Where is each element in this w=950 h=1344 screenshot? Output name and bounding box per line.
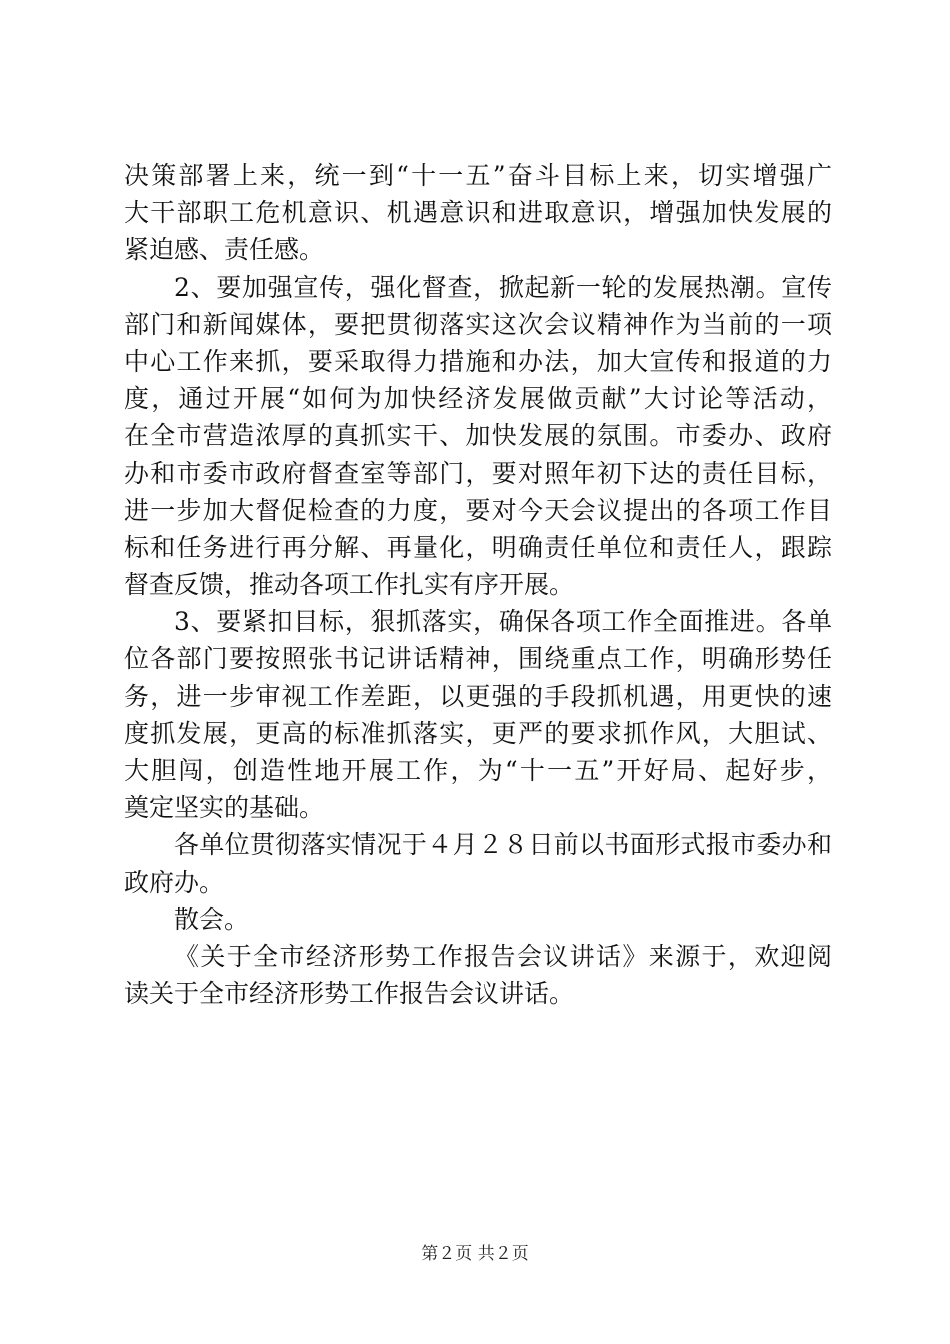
paragraph-line: 在全市营造浓厚的真抓实干、加快发展的氛围。市委办、政府 (124, 421, 832, 451)
paragraph-line: 政府办。 (124, 867, 225, 897)
paragraph-line: 各单位贯彻落实情况于４月２８日前以书面形式报市委办和 (174, 830, 832, 860)
paragraph-line: 紧迫感、责任感。 (124, 235, 325, 265)
paragraph-line: 3、要紧扣目标，狠抓落实，确保各项工作全面推进。各单 (174, 607, 832, 637)
paragraph-line: 2、要加强宣传，强化督查，掀起新一轮的发展热潮。宣传 (174, 272, 832, 302)
paragraph-line: 中心工作来抓，要采取得力措施和办法，加大宣传和报道的力 (124, 346, 832, 376)
paragraph-line: 大胆闯，创造性地开展工作，为“十一五”开好局、起好步， (124, 756, 832, 785)
document-body (124, 157, 832, 1012)
paragraph-line: 奠定坚实的基础。 (124, 793, 325, 823)
paragraph-line: 进一步加大督促检查的力度，要对今天会议提出的各项工作目 (124, 495, 832, 525)
paragraph-line: 度抓发展，更高的标准抓落实，更严的要求抓作风，大胆试、 (124, 718, 832, 748)
page-number-footer: 第２页 共２页 (421, 1244, 529, 1264)
paragraph-line: 务，进一步审视工作差距，以更强的手段抓机遇，用更快的速 (124, 681, 832, 711)
paragraph-line: 读关于全市经济形势工作报告会议讲话。 (124, 979, 575, 1009)
paragraph-line: 大干部职工危机意识、机遇意识和进取意识，增强加快发展的 (124, 198, 832, 228)
paragraph-line: 度，通过开展“如何为加快经济发展做贡献”大讨论等活动， (124, 384, 832, 414)
paragraph-line: 《关于全市经济形势工作报告会议讲话》来源于，欢迎阅 (174, 941, 832, 971)
paragraph-line: 部门和新闻媒体，要把贯彻落实这次会议精神作为当前的一项 (124, 309, 832, 339)
paragraph-line: 散会。 (174, 904, 250, 934)
paragraph-line: 决策部署上来，统一到“十一五”奋斗目标上来，切实增强广 (124, 161, 832, 190)
paragraph-line: 标和任务进行再分解、再量化，明确责任单位和责任人，跟踪 (124, 532, 832, 562)
paragraph-line: 督查反馈，推动各项工作扎实有序开展。 (124, 570, 575, 600)
paragraph-line: 位各部门要按照张书记讲话精神，围绕重点工作，明确形势任 (124, 644, 832, 674)
paragraph-line: 办和市委市政府督查室等部门，要对照年初下达的责任目标， (124, 458, 832, 488)
